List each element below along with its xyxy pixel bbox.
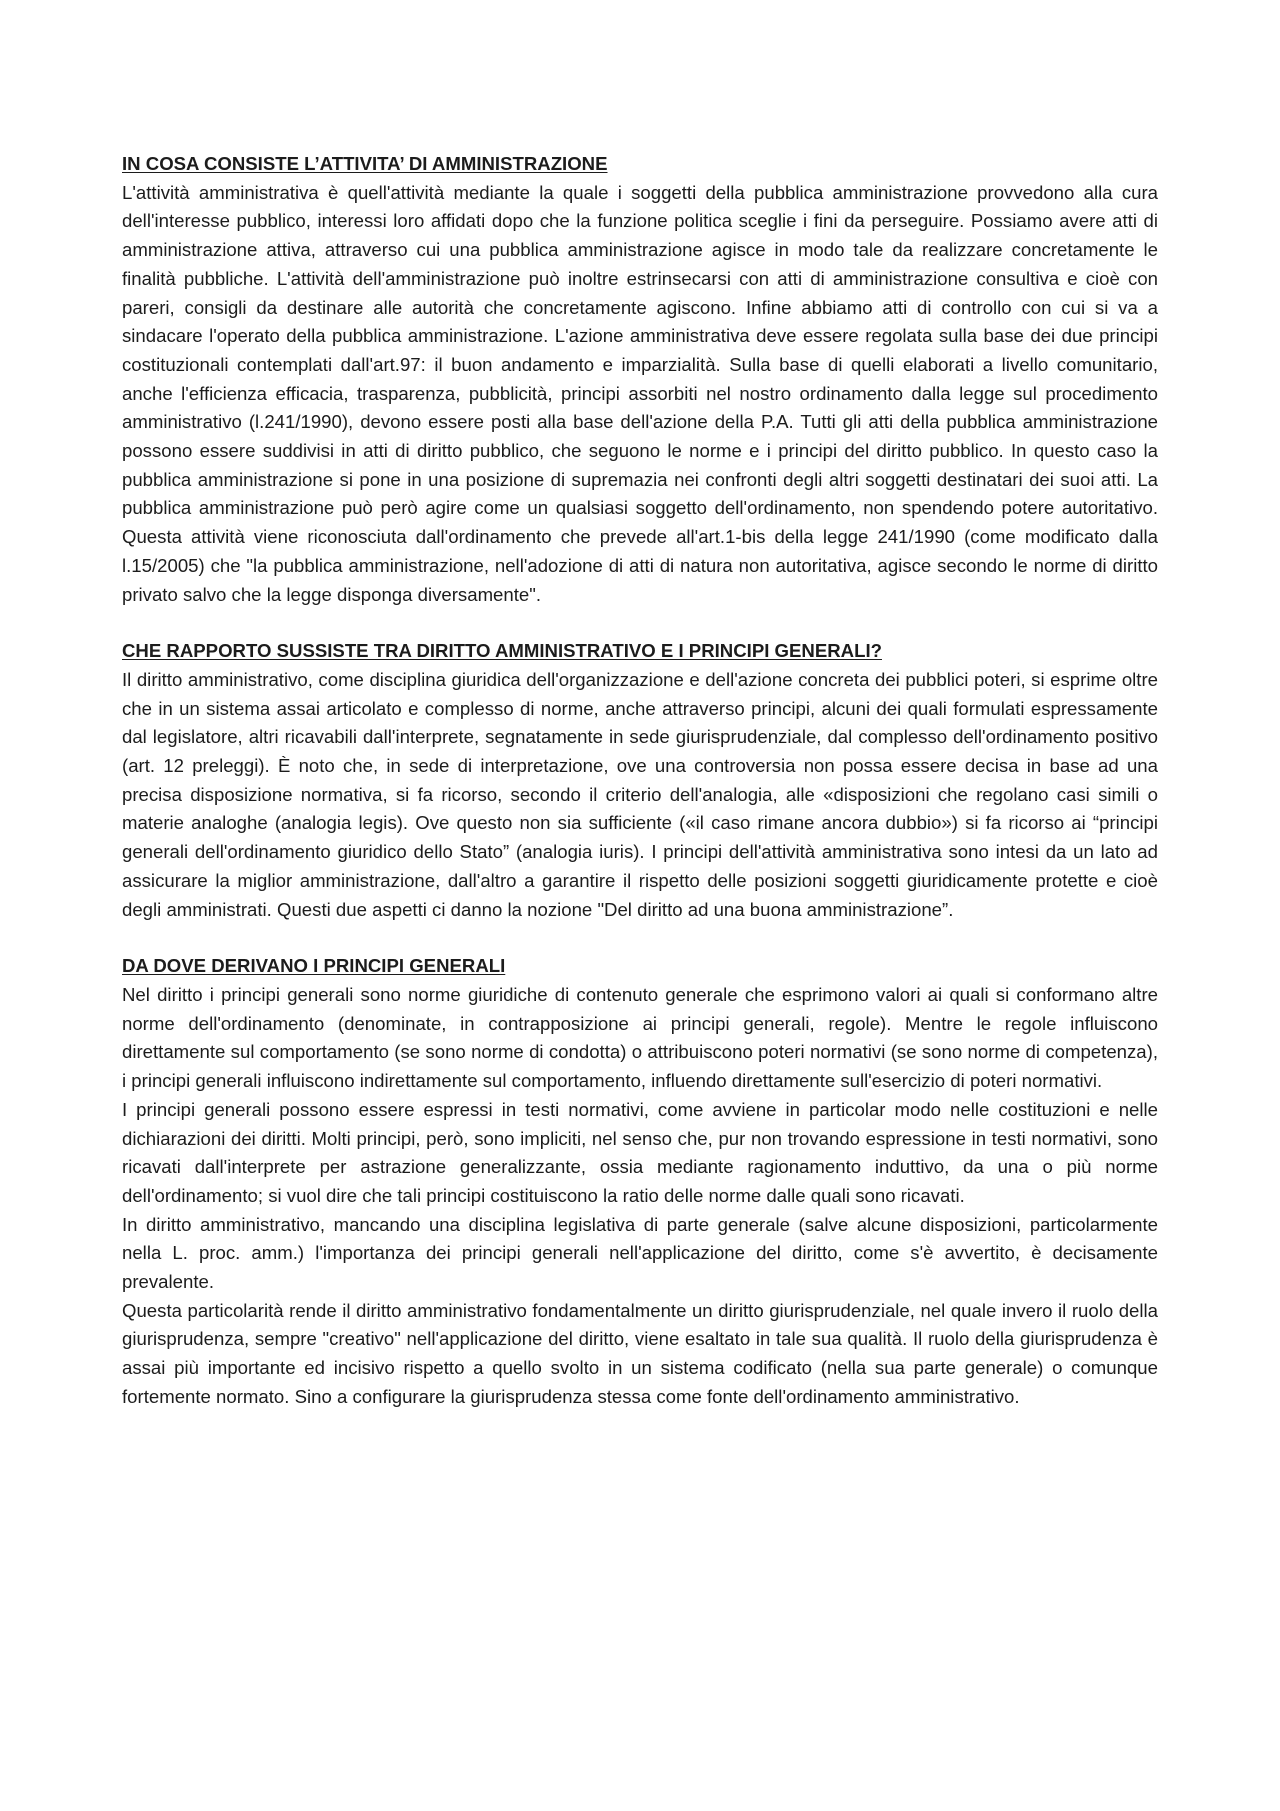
section-origine-principi: [122, 952, 1158, 1411]
document-page: [122, 150, 1158, 1412]
section-attivita-amministrazione: [122, 150, 1158, 609]
section-paragraph: Il diritto amministrativo, come disciplina giuridica dell'organizzazione e dell'azione concreta dei pubblici poteri, si esprime oltre che in un sistema assai articolato e complesso di norme, anche attraverso principi, alcuni dei quali formulati espressamente dal legislatore, altri ricavabili dall'interprete, segnatamente in sede giurisprudenziale, dal complesso dell'ordinamento positivo (art. 12 preleggi). È noto che, in sede di interpretazione, ove una controversia non possa essere decisa in base ad una precisa disposizione normativa, si fa ricorso, secondo il criterio dell'analogia, alle «disposizioni che regolano casi simili o materie analoghe (analogia legis). Ove questo non sia sufficiente («il caso rimane ancora dubbio») si fa ricorso ai “principi generali dell'ordinamento giuridico dello Stato” (analogia iuris). I principi dell'attività amministrativa sono intesi da un lato ad assicurare la miglior amministrazione, dall'altro a garantire il rispetto delle posizioni soggetti giuridicamente protette e cioè degli amministrati. Questi due aspetti ci danno la nozione "Del diritto ad una buona amministrazione”.: [122, 668, 1158, 920]
section-paragraph: L'attività amministrativa è quell'attività mediante la quale i soggetti della pubblica amministrazione provvedono alla cura dell'interesse pubblico, interessi loro affidati dopo che la funzione politica sceglie i fini da perseguire. Possiamo avere atti di amministrazione attiva, attraverso cui una pubblica amministrazione agisce in modo tale da realizzare concretamente le finalità pubbliche. L'attività dell'amministrazione può inoltre estrinsecarsi con atti di amministrazione consultiva e cioè con pareri, consigli da destinare alle autorità che concretamente agiscono. Infine abbiamo atti di controllo con cui si va a sindacare l'operato della pubblica amministrazione. L'azione amministrativa deve essere regolata sulla base dei due principi costituzionali contemplati dall'art.97: il buon andamento e imparzialità. Sulla base di quelli elaborati a livello comunitario, anche l'efficienza efficacia, trasparenza, pubblicità, principi assorbiti nel nostro ordinamento dalla legge sul procedimento amministrativo (l.241/1990), devono essere posti alla base dell'azione della P.A. Tutti gli atti della pubblica amministrazione possono essere suddivisi in atti di diritto pubblico, che seguono le norme e i principi del diritto pubblico. In questo caso la pubblica amministrazione si pone in una posizione di supremazia nei confronti degli altri soggetti destinatari dei suoi atti. La pubblica amministrazione può però agire come un qualsiasi soggetto dell'ordinamento, non spendendo potere autoritativo. Questa attività viene riconosciuta dall'ordinamento che prevede all'art.1-bis della legge 241/1990 (come modificato dalla l.15/2005) che "la pubblica amministrazione, nell'adozione di atti di natura non autoritativa, agisce secondo le norme di diritto privato salvo che la legge disponga diversamente".: [122, 181, 1158, 605]
section-heading: DA DOVE DERIVANO I PRINCIPI GENERALI: [122, 955, 506, 977]
section-paragraph: Questa particolarità rende il diritto amministrativo fondamentalmente un diritto giurisprudenziale, nel quale invero il ruolo della giurisprudenza, sempre "creativo" nell'applicazione del diritto, viene esaltato in tale sua qualità. Il ruolo della giurisprudenza è assai più importante ed incisivo rispetto a quello svolto in un sistema codificato (nella sua parte generale) o comunque fortemente normato. Sino a configurare la giurisprudenza stessa come fonte dell'ordinamento amministrativo.: [122, 1299, 1158, 1407]
section-heading: CHE RAPPORTO SUSSISTE TRA DIRITTO AMMINISTRATIVO E I PRINCIPI GENERALI?: [122, 640, 882, 662]
section-paragraph: I principi generali possono essere espressi in testi normativi, come avviene in particolar modo nelle costituzioni e nelle dichiarazioni dei diritti. Molti principi, però, sono impliciti, nel senso che, pur non trovando espressione in testi normativi, sono ricavati dall'interprete per astrazione generalizzante, ossia mediante ragionamento induttivo, da una o più norme dell'ordinamento; si vuol dire che tali principi costituiscono la ratio delle norme dalle quali sono ricavati.: [122, 1098, 1158, 1206]
section-heading: IN COSA CONSISTE L’ATTIVITA’ DI AMMINISTRAZIONE: [122, 153, 608, 174]
section-paragraph: In diritto amministrativo, mancando una disciplina legislativa di parte generale (salve alcune disposizioni, particolarmente nella L. proc. amm.) l'importanza dei principi generali nell'applicazione del diritto, come s'è avvertito, è decisamente prevalente.: [122, 1213, 1158, 1293]
section-rapporto-principi: [122, 637, 1158, 924]
section-paragraph: Nel diritto i principi generali sono norme giuridiche di contenuto generale che esprimono valori ai quali si conformano altre norme dell'ordinamento (denominate, in contrapposizione ai principi generali, regole). Mentre le regole influiscono direttamente sul comportamento (se sono norme di condotta) o attribuiscono poteri normativi (se sono norme di competenza), i principi generali influiscono indirettamente sul comportamento, influendo direttamente sull'esercizio di poteri normativi.: [122, 983, 1158, 1092]
